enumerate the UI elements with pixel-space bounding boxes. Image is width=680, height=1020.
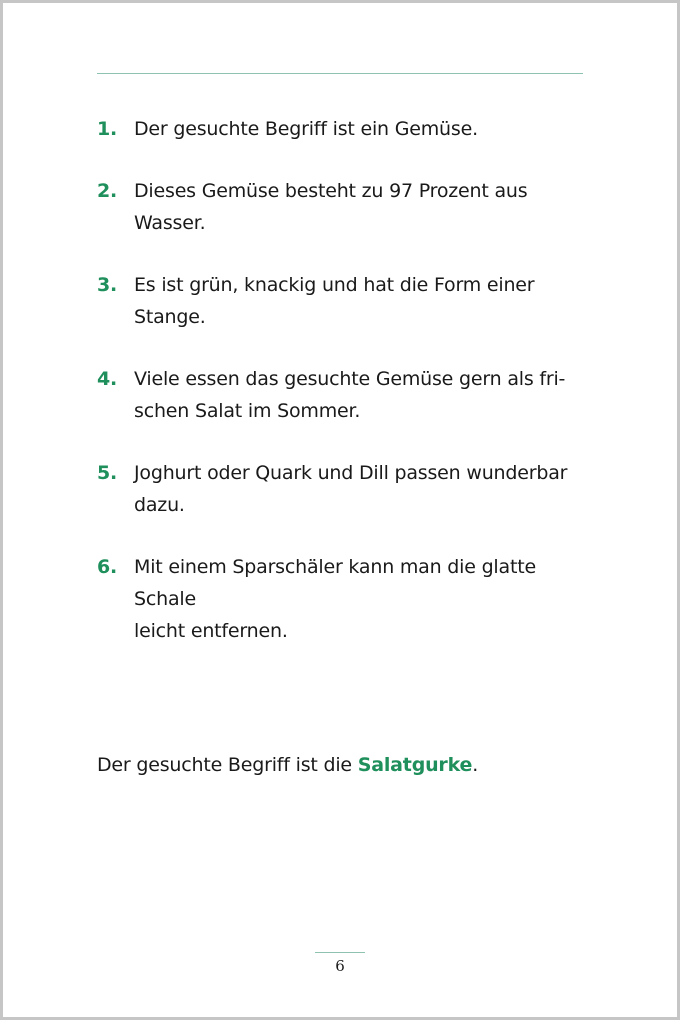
footer-divider — [315, 952, 365, 953]
clue-text: Mit einem Sparschäler kann man die glatte Schale leicht entfernen. — [134, 556, 536, 642]
clue-text: Viele essen das gesuchte Gemüse gern als fri- schen Salat im Sommer. — [134, 368, 566, 422]
clue-list — [97, 113, 597, 677]
clue-item — [97, 457, 597, 521]
clue-number: 6. — [97, 556, 118, 578]
clue-item — [97, 269, 597, 333]
clue-number: 4. — [97, 368, 118, 390]
answer-word: Salatgurke — [357, 754, 473, 776]
top-divider — [97, 73, 583, 74]
answer-sentence — [97, 749, 478, 781]
clue-text: Joghurt oder Quark und Dill passen wunderbar dazu. — [134, 462, 568, 516]
answer-suffix: . — [472, 754, 479, 776]
clue-text: Der gesuchte Begriff ist ein Gemüse. — [134, 118, 478, 140]
clue-item — [97, 175, 597, 239]
clue-number: 5. — [97, 462, 118, 484]
clue-item — [97, 113, 597, 145]
clue-item — [97, 551, 597, 647]
clue-text: Es ist grün, knackig und hat die Form einer Stange. — [134, 274, 535, 328]
clue-item — [97, 363, 597, 427]
answer-prefix: Der gesuchte Begriff ist die — [97, 754, 358, 776]
clue-number: 3. — [97, 274, 118, 296]
page-number: 6 — [335, 957, 345, 975]
clue-text: Dieses Gemüse besteht zu 97 Prozent aus Wasser. — [134, 180, 528, 234]
clue-number: 1. — [97, 118, 118, 140]
clue-number: 2. — [97, 180, 118, 202]
